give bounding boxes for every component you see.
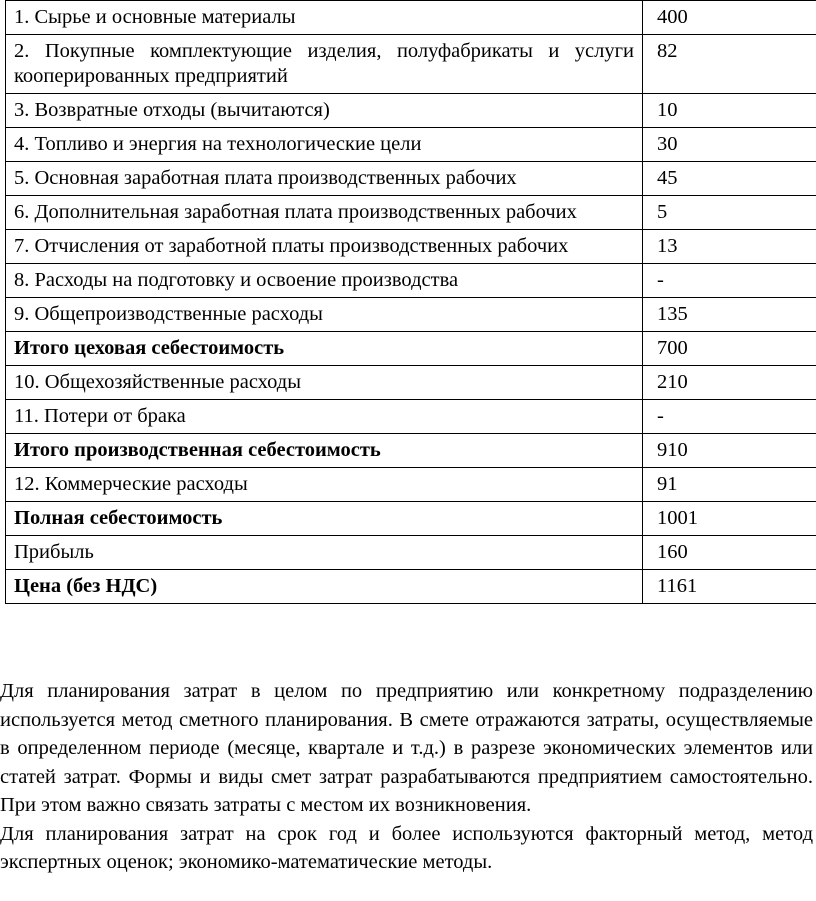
cost-item-name: 10. Общехозяйственные расходы: [6, 366, 643, 400]
cost-item-value: 82: [643, 35, 816, 94]
table-row: [6, 162, 816, 196]
cost-item-value: 13: [643, 230, 816, 264]
table-row: [6, 230, 816, 264]
cost-item-value: 45: [643, 162, 816, 196]
cost-item-value: -: [643, 400, 816, 434]
cost-item-name: Прибыль: [6, 536, 643, 570]
table-row: [6, 536, 816, 570]
cost-item-name: 2. Покупные комплектующие изделия, полуфабрикаты и услуги кооперированных предприятий: [6, 35, 643, 94]
cost-item-name: 12. Коммерческие расходы: [6, 468, 643, 502]
table-row: [6, 570, 816, 604]
cost-item-value: 160: [643, 536, 816, 570]
cost-item-name: 5. Основная заработная плата производственных рабочих: [6, 162, 643, 196]
cost-item-name: 9. Общепроизводственные расходы: [6, 298, 643, 332]
cost-item-name: 8. Расходы на подготовку и освоение производства: [6, 264, 643, 298]
table-row: [6, 502, 816, 536]
paragraph-budget-method: Для планирования затрат в целом по предприятию или конкретному подразделению используется метод сметного планирования. В смете отражаются затраты, осуществляемые в определенном периоде (месяце, квартале и т.д.) в разрезе экономических элементов или статей затрат. Формы и виды смет затрат разрабатываются предприятием самостоятельно. При этом важно связать затраты с местом их возникновения.: [0, 680, 813, 816]
cost-item-value: 10: [643, 94, 816, 128]
cost-item-value: 210: [643, 366, 816, 400]
table-row: [6, 128, 816, 162]
table-row: [6, 298, 816, 332]
table-row: [6, 366, 816, 400]
cost-item-value: 910: [643, 434, 816, 468]
table-row: [6, 264, 816, 298]
body-text: [0, 677, 813, 877]
cost-item-value: 400: [643, 1, 816, 35]
table-row: [6, 196, 816, 230]
cost-item-value: -: [643, 264, 816, 298]
cost-item-value: 700: [643, 332, 816, 366]
cost-table: [5, 0, 816, 604]
cost-item-value: 135: [643, 298, 816, 332]
cost-item-name: Полная себестоимость: [6, 502, 643, 536]
table-row: [6, 35, 816, 94]
table-row: [6, 400, 816, 434]
cost-item-value: 30: [643, 128, 816, 162]
cost-item-value: 91: [643, 468, 816, 502]
cost-table-body: [6, 1, 816, 604]
cost-item-name: Итого цеховая себестоимость: [6, 332, 643, 366]
cost-item-name: Итого производственная себестоимость: [6, 434, 643, 468]
cost-item-name: 7. Отчисления от заработной платы производственных рабочих: [6, 230, 643, 264]
cost-item-value: 1001: [643, 502, 816, 536]
cost-item-value: 1161: [643, 570, 816, 604]
cost-item-name: 1. Сырье и основные материалы: [6, 1, 643, 35]
cost-item-value: 5: [643, 196, 816, 230]
paragraph-long-term-methods-text: Для планирования затрат на срок год и более используются факторный метод, метод экспертных оценок; экономико-математические методы.: [0, 822, 813, 873]
table-row: [6, 1, 816, 35]
table-row: [6, 332, 816, 366]
cost-item-name: Цена (без НДС): [6, 570, 643, 604]
table-row: [6, 468, 816, 502]
paragraph-long-term-methods: [0, 820, 813, 877]
cost-item-name: 4. Топливо и энергия на технологические цели: [6, 128, 643, 162]
cost-item-name: 3. Возвратные отходы (вычитаются): [6, 94, 643, 128]
table-row: [6, 94, 816, 128]
cost-item-name: 11. Потери от брака: [6, 400, 643, 434]
table-row: [6, 434, 816, 468]
cost-item-name: 6. Дополнительная заработная плата производственных рабочих: [6, 196, 643, 230]
